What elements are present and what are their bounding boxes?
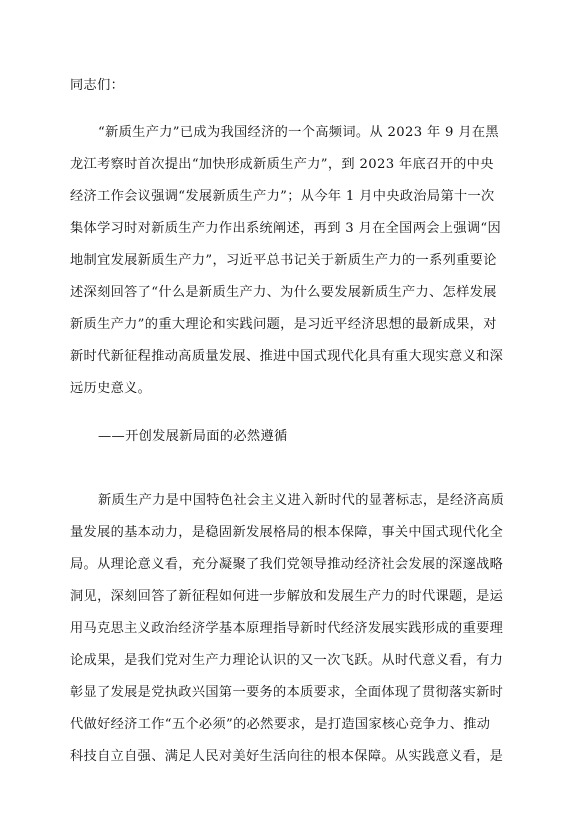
paragraph-line: 洞见，深刻回答了新征程如何进一步解放和发展生产力的时代课题，是运 <box>70 589 504 604</box>
greeting: 同志们： <box>70 78 125 93</box>
paragraph-line: 龙江考察时首次提出“加快形成新质生产力”，到 2023 年底召开的中央 <box>70 157 494 172</box>
paragraph-line: 科技自立自强、满足人民对美好生活向往的根本保障。从实践意义看，是 <box>70 749 504 764</box>
paragraph-line: 用马克思主义政治经济学基本原理指导新时代经济发展实践形成的重要理 <box>70 621 504 636</box>
paragraph-line: 新时代新征程推动高质量发展、推进中国式现代化具有重大现实意义和深 <box>70 349 504 364</box>
paragraph-line: 远历史意义。 <box>70 381 152 396</box>
paragraph-line: 经济工作会议强调“发展新质生产力”；从今年 1 月中央政治局第十一次 <box>70 189 495 204</box>
paragraph-line: 彰显了发展是党执政兴国第一要务的本质要求，全面体现了贯彻落实新时 <box>70 685 504 700</box>
paragraph-line: 局。从理论意义看，充分凝聚了我们党领导推动经济社会发展的深邃战略 <box>70 557 504 572</box>
paragraph-line: 新质生产力”的重大理论和实践问题，是习近平经济思想的最新成果，对 <box>70 317 497 332</box>
paragraph-line: 论成果，是我们党对生产力理论认识的又一次飞跃。从时代意义看，有力 <box>70 653 504 668</box>
section-subheading: ——开创发展新局面的必然遵循 <box>98 429 288 444</box>
paragraph-line: “新质生产力”已成为我国经济的一个高频词。从 2023 年 9 月在黑 <box>98 125 499 140</box>
paragraph-line: 新质生产力是中国特色社会主义进入新时代的显著标志，是经济高质 <box>98 493 505 508</box>
paragraph-line: 集体学习时对新质生产力作出系统阐述，再到 3 月在全国两会上强调“因 <box>70 221 502 236</box>
paragraph-line: 述深刻回答了“什么是新质生产力、为什么要发展新质生产力、怎样发展 <box>70 285 497 300</box>
paragraph-line: 代做好经济工作“五个必须”的必然要求，是打造国家核心竞争力、推动 <box>70 717 491 732</box>
paragraph-line: 量发展的基本动力，是稳固新发展格局的根本保障，事关中国式现代化全 <box>70 525 504 540</box>
paragraph-line: 地制宜发展新质生产力”，习近平总书记关于新质生产力的一系列重要论 <box>70 253 497 268</box>
